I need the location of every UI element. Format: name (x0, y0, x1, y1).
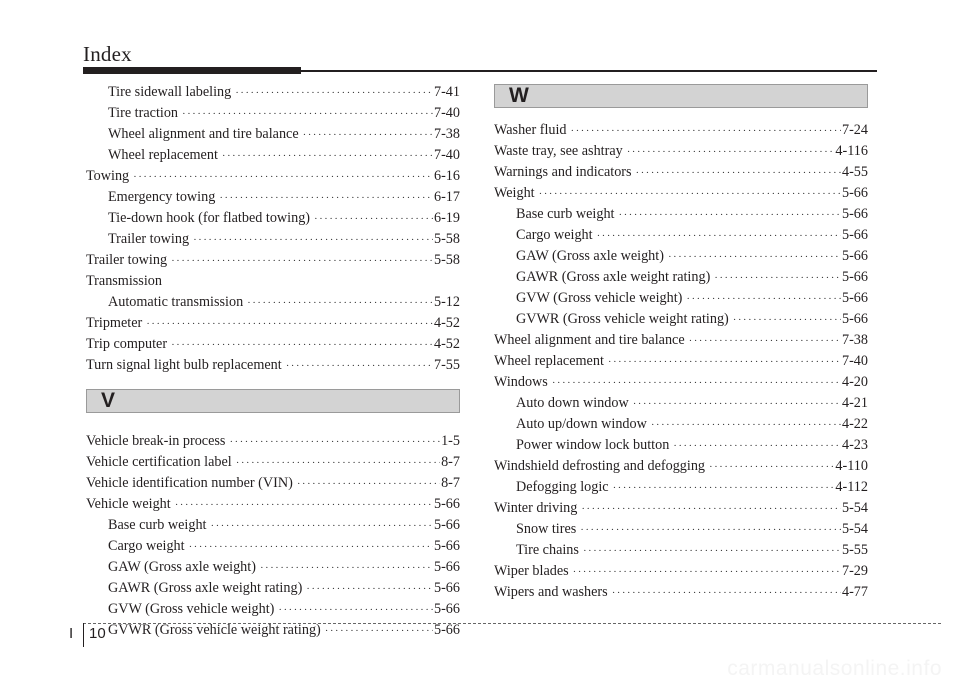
index-entry-page: 4-116 (835, 143, 868, 159)
index-entry (86, 82, 460, 103)
index-entry-page: 5-66 (841, 269, 868, 285)
index-entry (494, 267, 868, 288)
dot-leader (297, 474, 440, 495)
index-entry (494, 309, 868, 330)
dot-leader (182, 104, 433, 125)
index-entry-page: 4-112 (835, 479, 868, 495)
index-entry-label: Washer fluid (494, 122, 567, 138)
index-entry-label: Towing (86, 168, 130, 184)
index-entry (86, 229, 460, 250)
index-entry-label: Trailer towing (108, 231, 190, 247)
index-list-t (86, 82, 460, 376)
index-entry (86, 494, 460, 515)
dot-leader (219, 188, 433, 209)
footer-divider (83, 623, 84, 647)
index-entry-page: 5-54 (841, 521, 868, 537)
index-entry-label: Warnings and indicators (494, 164, 632, 180)
index-entry-label: Waste tray, see ashtray (494, 143, 623, 159)
index-entry-label: Emergency towing (108, 189, 216, 205)
footer-rule (83, 623, 941, 624)
index-entry-page: 7-38 (841, 332, 868, 348)
index-entry-label: Power window lock button (516, 437, 670, 453)
index-entry (494, 330, 868, 351)
dot-leader (733, 310, 841, 331)
index-entry (86, 599, 460, 620)
index-entry-label: Vehicle certification label (86, 454, 232, 470)
dot-leader (236, 453, 440, 474)
dot-leader (571, 121, 841, 142)
index-entry (86, 452, 460, 473)
index-entry-label: Turn signal light bulb replacement (86, 357, 282, 373)
index-entry-page: 6-16 (433, 168, 460, 184)
index-entry (86, 124, 460, 145)
index-entry (86, 271, 460, 292)
index-entry (494, 414, 868, 435)
dot-leader (583, 541, 841, 562)
index-entry-label: GAWR (Gross axle weight rating) (516, 269, 711, 285)
index-entry-label: Cargo weight (516, 227, 593, 243)
index-entry-page: 7-40 (433, 147, 460, 163)
index-entry-page: 5-55 (841, 542, 868, 558)
index-entry-label: Vehicle weight (86, 496, 171, 512)
index-entry (86, 166, 460, 187)
index-entry (494, 120, 868, 141)
index-entry-label: Auto up/down window (516, 416, 647, 432)
dot-leader (133, 167, 433, 188)
index-entry-label: GVWR (Gross vehicle weight rating) (108, 622, 321, 638)
index-entry-page: 5-66 (433, 601, 460, 617)
index-entry-label: Base curb weight (516, 206, 615, 222)
index-entry-page: 1-5 (441, 433, 460, 449)
dot-leader (636, 163, 841, 184)
index-entry (86, 145, 460, 166)
dot-leader (608, 352, 841, 373)
dot-leader (171, 335, 433, 356)
dot-leader (539, 184, 841, 205)
index-entry-page: 4-110 (835, 458, 868, 474)
index-entry (494, 477, 868, 498)
index-entry-label: GAW (Gross axle weight) (108, 559, 256, 575)
index-entry-label: Tire traction (108, 105, 179, 121)
dot-leader (175, 495, 433, 516)
index-entry (86, 187, 460, 208)
dot-leader (613, 478, 835, 499)
dot-leader (247, 293, 433, 314)
index-entry-page: 5-54 (841, 500, 868, 516)
index-entry-page: 5-58 (433, 231, 460, 247)
index-entry-page: 8-7 (441, 475, 460, 491)
index-entry-page: 4-55 (841, 164, 868, 180)
index-entry (494, 393, 868, 414)
index-entry (494, 162, 868, 183)
index-entry-label: Wheel alignment and tire balance (494, 332, 685, 348)
index-entry (86, 515, 460, 536)
index-entry (494, 456, 868, 477)
index-entry-page: 8-7 (441, 454, 460, 470)
index-entry-label: Trailer towing (86, 252, 168, 268)
index-entry-label: Wipers and washers (494, 584, 608, 600)
index-entry-page: 7-41 (433, 84, 460, 100)
index-entry-label: GVW (Gross vehicle weight) (516, 290, 683, 306)
section-header-w (494, 84, 868, 108)
header-bar (83, 67, 301, 74)
index-entry-page: 5-66 (841, 206, 868, 222)
dot-leader (581, 499, 841, 520)
index-entry-label: Transmission (86, 273, 162, 289)
index-entry-label: Vehicle break-in process (86, 433, 226, 449)
index-entry (494, 183, 868, 204)
index-entry-page: 5-58 (433, 252, 460, 268)
index-entry (86, 334, 460, 355)
index-entry-label: Weight (494, 185, 535, 201)
dot-leader (627, 142, 835, 163)
index-entry-label: Cargo weight (108, 538, 185, 554)
footer-page-number: 10 (89, 625, 106, 642)
index-entry-label: Tire chains (516, 542, 579, 558)
index-entry-page: 5-66 (841, 185, 868, 201)
index-entry-page: 5-66 (841, 311, 868, 327)
index-entry (494, 288, 868, 309)
dot-leader (325, 621, 433, 642)
index-entry (494, 519, 868, 540)
index-entry-label: Wiper blades (494, 563, 569, 579)
index-entry-page: 7-29 (841, 563, 868, 579)
header-rule (301, 70, 877, 72)
index-entry-page: 4-52 (433, 336, 460, 352)
section-header-v (86, 389, 460, 413)
index-entry (494, 225, 868, 246)
index-entry-label: Winter driving (494, 500, 578, 516)
index-entry-label: Tie-down hook (for flatbed towing) (108, 210, 311, 226)
dot-leader (597, 226, 841, 247)
index-entry-label: Snow tires (516, 521, 577, 537)
dot-leader (235, 83, 433, 104)
index-entry (86, 578, 460, 599)
dot-leader (689, 331, 841, 352)
footer-chapter: I (69, 625, 74, 642)
index-entry-label: GAW (Gross axle weight) (516, 248, 664, 264)
index-entry (494, 204, 868, 225)
index-entry-page: 5-66 (433, 517, 460, 533)
index-column-left (86, 82, 460, 641)
dot-leader (222, 146, 433, 167)
index-entry-page: 4-20 (841, 374, 868, 390)
index-entry-label: Base curb weight (108, 517, 207, 533)
dot-leader (314, 209, 433, 230)
index-entry-page: 5-66 (841, 290, 868, 306)
index-entry-label: Wheel replacement (494, 353, 604, 369)
dot-leader (146, 314, 433, 335)
index-entry-label: Trip computer (86, 336, 168, 352)
dot-leader (668, 247, 841, 268)
dot-leader (709, 457, 834, 478)
index-entry-label: Tire sidewall labeling (108, 84, 232, 100)
index-entry-page: 5-66 (841, 248, 868, 264)
index-entry (494, 351, 868, 372)
dot-leader (714, 268, 841, 289)
index-entry-label: Tripmeter (86, 315, 143, 331)
dot-leader (229, 432, 440, 453)
dot-leader (651, 415, 841, 436)
dot-leader (633, 394, 841, 415)
index-column-right (494, 82, 868, 603)
index-entry (494, 435, 868, 456)
index-entry (494, 498, 868, 519)
index-list-v (86, 431, 460, 641)
dot-leader (686, 289, 841, 310)
index-entry-page: 4-52 (433, 315, 460, 331)
index-entry-page: 7-38 (433, 126, 460, 142)
index-entry-page: 5-66 (841, 227, 868, 243)
index-entry (494, 540, 868, 561)
dot-leader (193, 230, 433, 251)
dot-leader (278, 600, 433, 621)
index-entry-page: 7-55 (433, 357, 460, 373)
index-entry-page: 5-66 (433, 559, 460, 575)
dot-leader (619, 205, 841, 226)
index-entry-page: 6-19 (433, 210, 460, 226)
index-entry-page: 7-40 (841, 353, 868, 369)
index-entry-label: GVW (Gross vehicle weight) (108, 601, 275, 617)
index-entry (86, 557, 460, 578)
index-entry (86, 313, 460, 334)
dot-leader (552, 373, 841, 394)
dot-leader (673, 436, 841, 457)
index-entry-page: 5-66 (433, 538, 460, 554)
index-entry-label: GVWR (Gross vehicle weight rating) (516, 311, 729, 327)
index-entry (86, 355, 460, 376)
section-letter-w: W (509, 84, 529, 107)
index-list-w (494, 120, 868, 603)
index-entry-page: 5-66 (433, 580, 460, 596)
index-entry-label: Auto down window (516, 395, 629, 411)
dot-leader (303, 125, 433, 146)
index-entry (494, 561, 868, 582)
dot-leader (580, 520, 841, 541)
index-entry-page: 4-21 (841, 395, 868, 411)
index-entry (86, 292, 460, 313)
dot-leader (171, 251, 433, 272)
index-entry-page: 7-40 (433, 105, 460, 121)
index-entry-label: Vehicle identification number (VIN) (86, 475, 293, 491)
index-entry (86, 473, 460, 494)
index-entry (86, 536, 460, 557)
watermark-logo: carmanualsonline.info (727, 657, 942, 680)
index-entry-label: Wheel alignment and tire balance (108, 126, 299, 142)
page-title: Index (83, 42, 132, 66)
index-entry-page: 5-66 (433, 622, 460, 638)
index-entry-label: GAWR (Gross axle weight rating) (108, 580, 303, 596)
dot-leader (612, 583, 841, 604)
index-entry (86, 103, 460, 124)
section-letter-v: V (101, 389, 116, 412)
index-entry-page: 4-22 (841, 416, 868, 432)
index-entry (86, 250, 460, 271)
index-entry-label: Wheel replacement (108, 147, 218, 163)
index-entry-label: Automatic transmission (108, 294, 244, 310)
index-entry-label: Windows (494, 374, 548, 390)
index-entry-page: 4-77 (841, 584, 868, 600)
index-entry-label: Defogging logic (516, 479, 609, 495)
index-entry (494, 246, 868, 267)
index-entry-label: Windshield defrosting and defogging (494, 458, 706, 474)
index-entry (86, 208, 460, 229)
index-entry-page: 5-66 (433, 496, 460, 512)
dot-leader (189, 537, 433, 558)
index-entry (86, 431, 460, 452)
index-entry (494, 141, 868, 162)
index-entry-page: 6-17 (433, 189, 460, 205)
dot-leader (286, 356, 433, 377)
dot-leader (306, 579, 433, 600)
dot-leader (260, 558, 433, 579)
index-entry-page: 5-12 (433, 294, 460, 310)
index-entry-page: 4-23 (841, 437, 868, 453)
index-entry (494, 372, 868, 393)
index-entry-page: 7-24 (841, 122, 868, 138)
dot-leader (211, 516, 433, 537)
index-entry (494, 582, 868, 603)
dot-leader (573, 562, 841, 583)
